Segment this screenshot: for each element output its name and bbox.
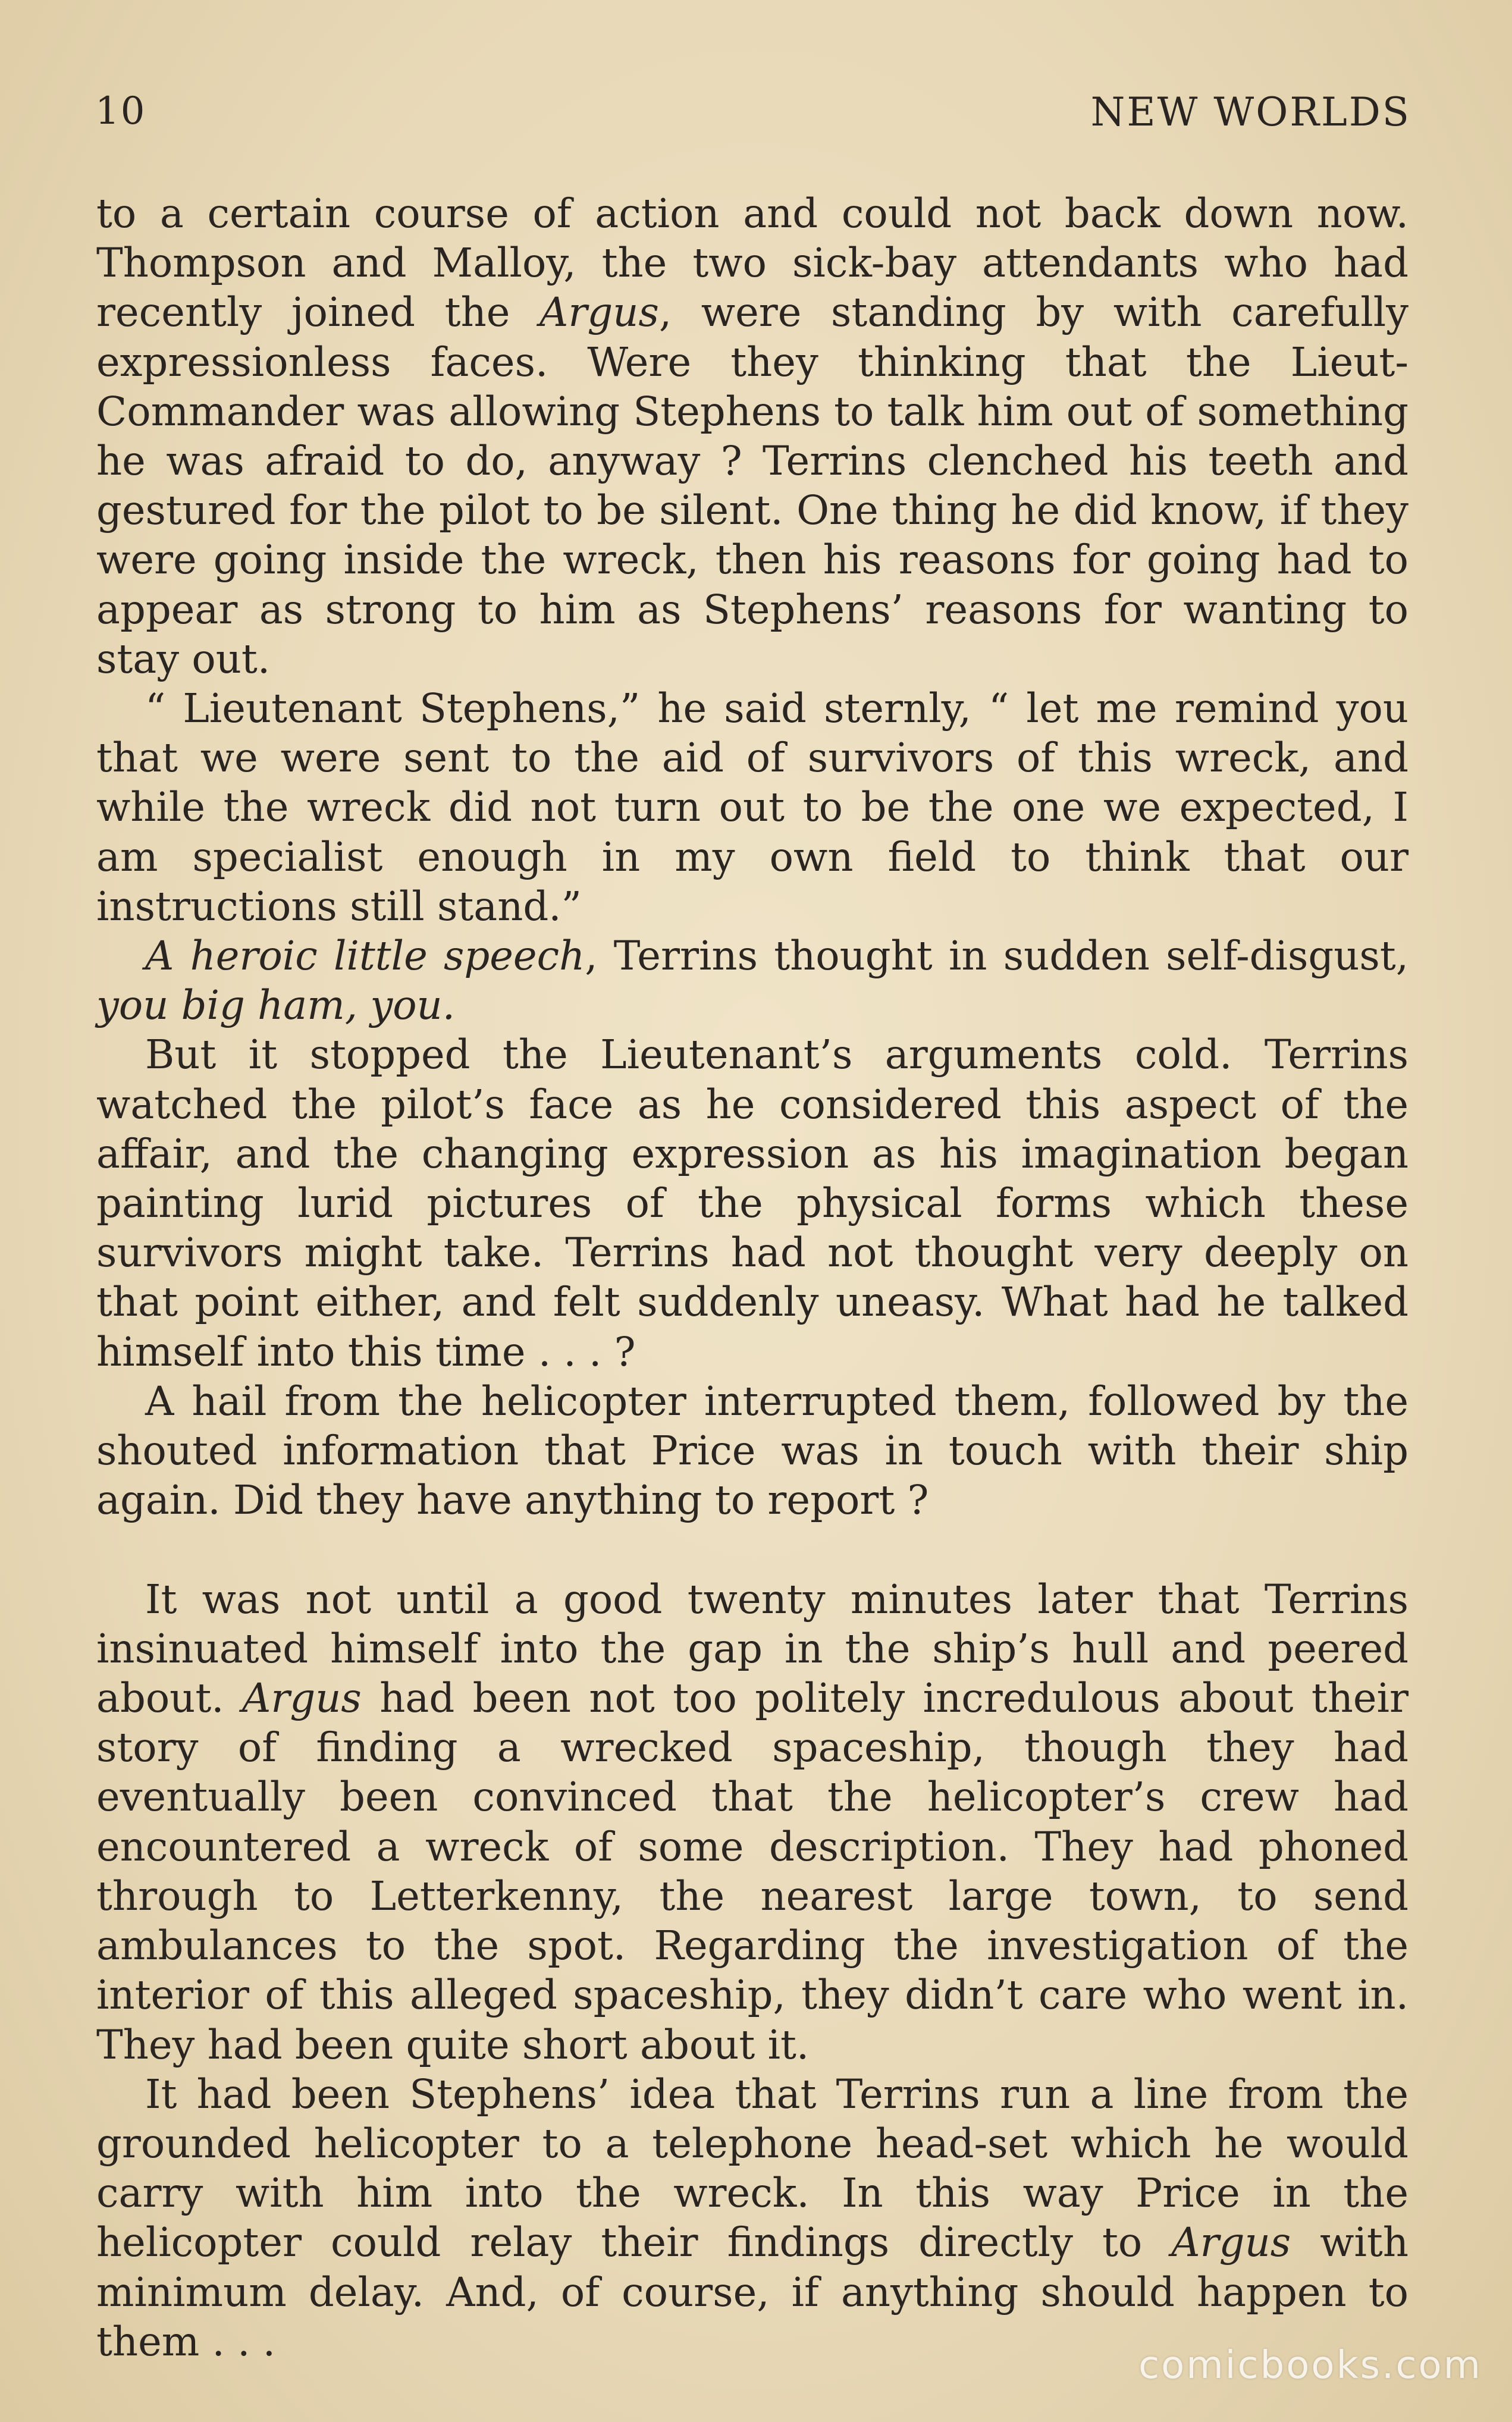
paragraph-2: “ Lieutenant Stephens,” he said sternly, “ let me remind you that we were sent to the aid of survivors of this wreck, and while the wreck did not turn out to be the one we expected, I am specialist enough in my own field to think that our instructions still stand.” [96, 685, 1409, 930]
paragraph-4: But it stopped the Lieutenant’s arguments cold. Terrins watched the pilot’s face as he considered this aspect of the affair, and the changing expression as his imagination began painting lurid pictures of the physical forms which these survivors might take. Terrins had not thought very deeply on that point either, and felt suddenly uneasy. What had he talked himself into this time . . . ? [96, 1031, 1409, 1375]
running-head: NEW WORLDS [1090, 89, 1411, 135]
paragraph-6: It was not until a good twenty minutes later that Terrins insinuated himself into the gap in the ship’s hull and peered about. Argus had been not too politely incredulous about their story of finding a wrecked spaceship, though they had eventually been convinced that the helicopter’s crew had encountered a wreck of some description. They had phoned through to Letterkenny, the nearest large town, to send ambulances to the spot. Regarding the investigation of the interior of this alleged spaceship, they didn’t care who went in. They had been quite short about it. [96, 1576, 1409, 2068]
paragraph-3: A heroic little speech, Terrins thought in sudden self-disgust, you big ham, you. [96, 933, 1409, 1029]
section-break [96, 1525, 1409, 1574]
paragraph-1: to a certain course of action and could not back down now. Thompson and Malloy, the two sick-bay attendants who had recently joined the Argus, were standing by with carefully expressionless faces. Were they thinking that the Lieut-Commander was allowing Stephens to talk him out of something he was afraid to do, anyway ? Terrins clenched his teeth and gestured for the pilot to be silent. One thing he did know, if they were going inside the wreck, then his reasons for going had to appear as strong to him as Stephens’ reasons for wanting to stay out. [96, 190, 1409, 682]
page-header [95, 89, 1411, 155]
watermark-logo: comicbooks.com [1138, 2343, 1482, 2388]
paragraph-7: It had been Stephens’ idea that Terrins run a line from the grounded helicopter to a telephone head-set which he would carry with him into the wreck. In this way Price in the helicopter could relay their findings directly to Argus with minimum delay. And, of course, if anything should happen to them . . . [96, 2070, 1409, 2365]
body-text [96, 189, 1409, 2367]
page-number: 10 [95, 89, 146, 133]
paragraph-5: A hail from the helicopter interrupted them, followed by the shouted information that Price was in touch with their ship again. Did they have anything to report ? [96, 1378, 1409, 1524]
